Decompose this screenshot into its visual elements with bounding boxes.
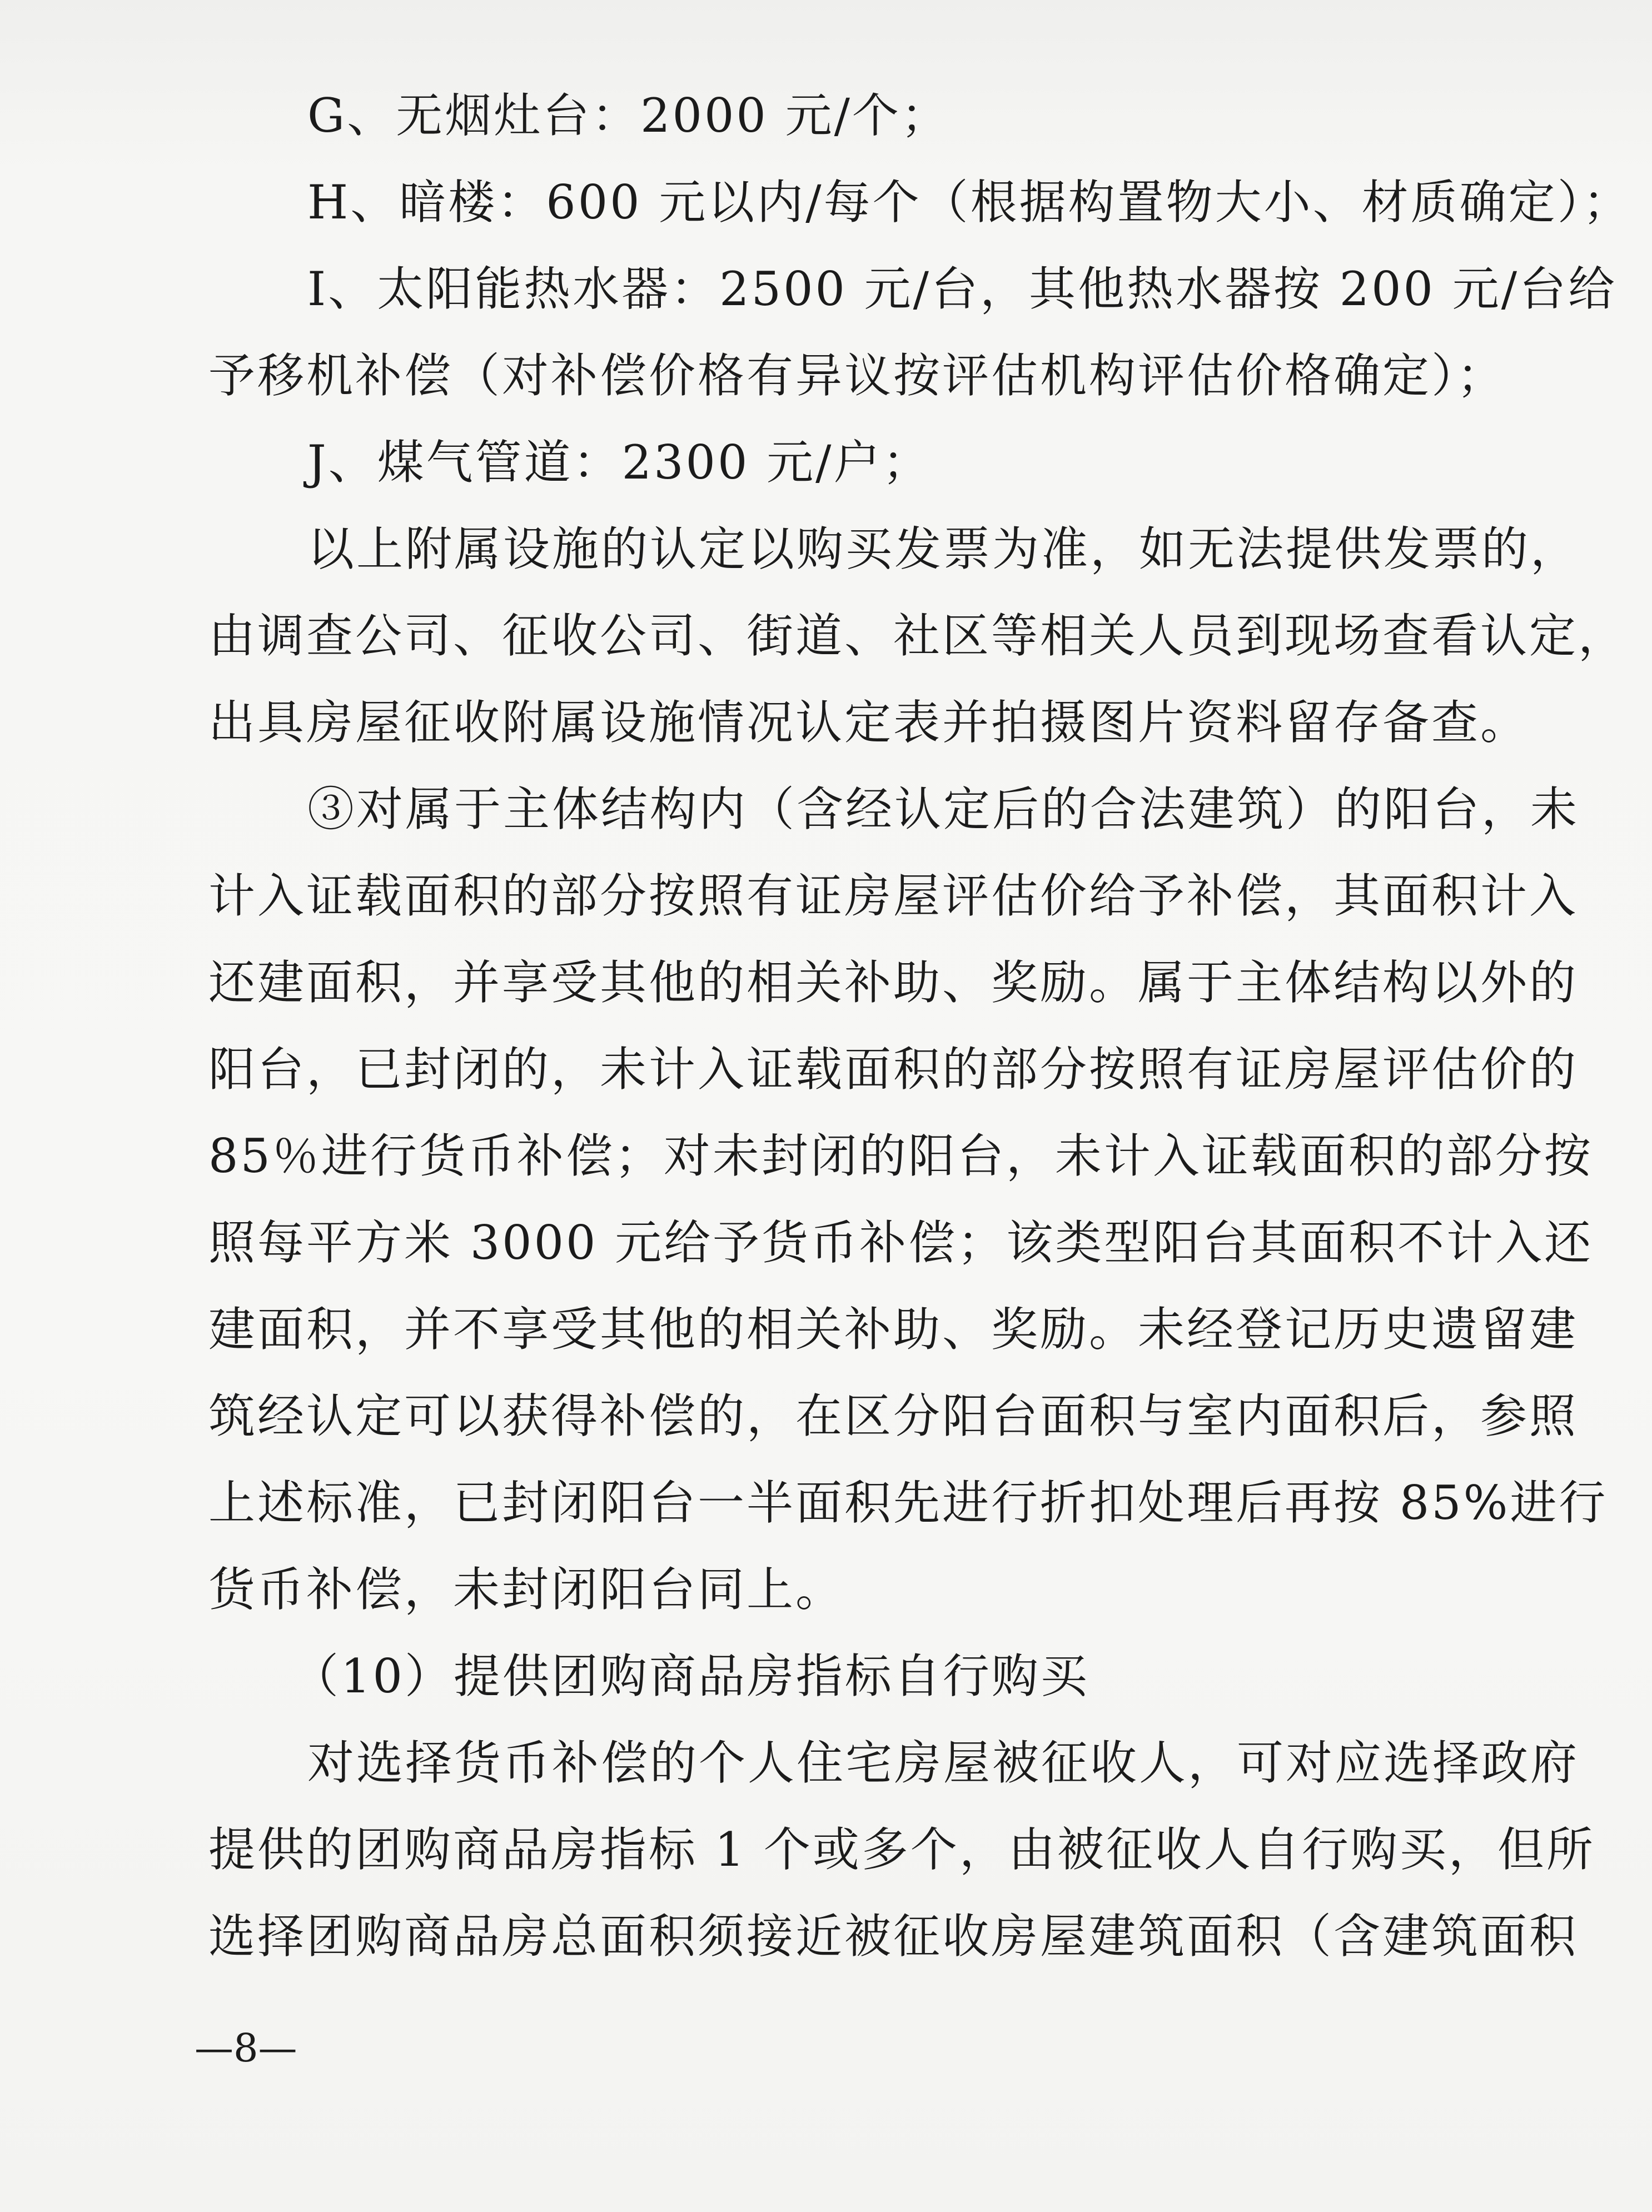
text-line: 选择团购商品房总面积须接近被征收房屋建筑面积（含建筑面积 (208, 1909, 1579, 1964)
text-line: G、无烟灶台：2000 元/个； (307, 88, 950, 143)
text-line: 筑经认定可以获得补偿的，在区分阳台面积与室内面积后，参照 (208, 1389, 1579, 1443)
text-line: 还建面积，并享受其他的相关补助、奖励。属于主体结构以外的 (208, 955, 1579, 1010)
text-line: 阳台，已封闭的，未计入证载面积的部分按照有证房屋评估价的 (208, 1042, 1579, 1097)
text-line: H、暗楼：600 元以内/每个（根据构置物大小、材质确定）； (307, 175, 1632, 230)
text-line: 计入证载面积的部分按照有证房屋评估价给予补偿，其面积计入 (208, 869, 1579, 923)
text-line: 出具房屋征收附属设施情况认定表并拍摄图片资料留存备查。 (208, 695, 1530, 750)
text-line: 提供的团购商品房指标 1 个或多个，由被征收人自行购买，但所 (208, 1822, 1595, 1877)
section-heading: （10）提供团购商品房指标自行购买 (292, 1649, 1089, 1703)
text-line: 85％进行货币补偿；对未封闭的阳台，未计入证载面积的部分按 (208, 1129, 1593, 1183)
text-line: 货币补偿，未封闭阳台同上。 (208, 1562, 845, 1617)
text-line: ③对属于主体结构内（含经认定后的合法建筑）的阳台，未 (307, 782, 1580, 836)
text-line: 对选择货币补偿的个人住宅房屋被征收人，可对应选择政府 (307, 1736, 1580, 1790)
text-line: 予移机补偿（对补偿价格有异议按评估机构评估价格确定）； (208, 348, 1506, 403)
text-line: J、煤气管道：2300 元/户； (307, 435, 932, 490)
text-line: I、太阳能热水器：2500 元/台，其他热水器按 200 元/台给 (307, 262, 1617, 316)
text-line: 以上附属设施的认定以购买发票为准，如无法提供发票的， (307, 522, 1580, 576)
body-text (208, 72, 1632, 1980)
page-number: —8— (195, 2025, 297, 2071)
text-line: 上述标准，已封闭阳台一半面积先进行折扣处理后再按 85%进行 (208, 1476, 1608, 1530)
text-line: 由调查公司、征收公司、街道、社区等相关人员到现场查看认定， (208, 609, 1628, 663)
text-line: 照每平方米 3000 元给予货币补偿；该类型阳台其面积不计入还 (208, 1215, 1594, 1270)
text-line: 建面积，并不享受其他的相关补助、奖励。未经登记历史遗留建 (208, 1302, 1579, 1357)
